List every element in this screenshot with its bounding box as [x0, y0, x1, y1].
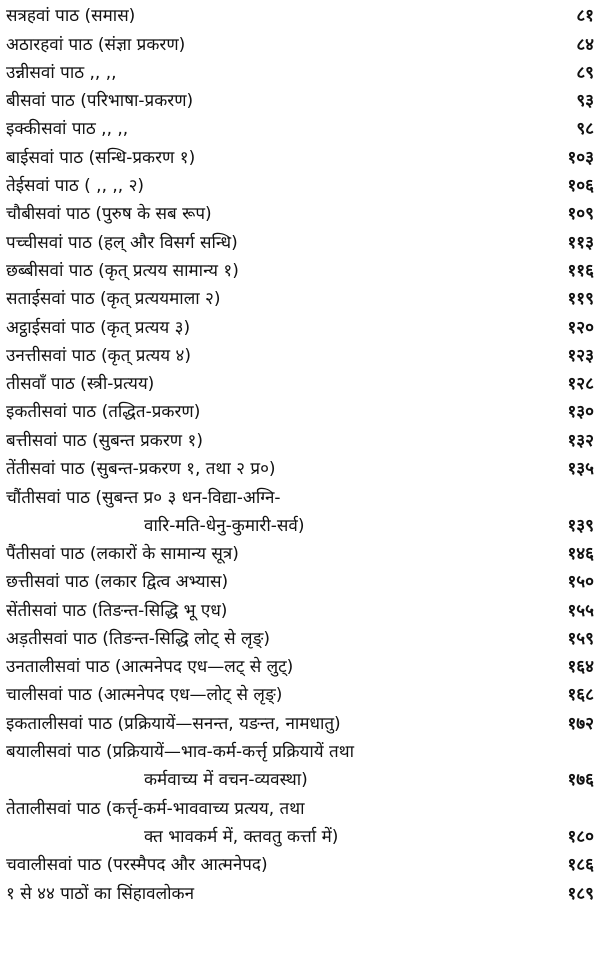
toc-entry-title-line: बाईसवां पाठ (सन्धि-प्रकरण १): [6, 147, 196, 168]
toc-entry-title: [6, 880, 538, 908]
toc-entry-title-line: अड़तीसवां पाठ (तिङन्त-सिद्धि लोट् से लृङ्): [6, 628, 270, 649]
toc-entry-page-number: १८०: [567, 826, 594, 847]
toc-entry: [6, 143, 594, 171]
toc-entry-title: [6, 653, 538, 681]
toc-entry-title-line: इकतीसवां पाठ (तद्धित-प्रकरण): [6, 402, 201, 423]
toc-entry-page-number: १२३: [567, 345, 594, 366]
toc-entry-title: [6, 568, 538, 596]
toc-entry-title-line: सत्रहवां पाठ (समास): [6, 6, 136, 27]
toc-entry: [6, 370, 594, 398]
toc-entry-title: [6, 738, 538, 794]
toc-entry: [6, 681, 594, 709]
toc-entry-title: [6, 285, 538, 313]
toc-entry-title-line: इक्कीसवां पाठ ,, ,,: [6, 119, 129, 140]
toc-entry: [6, 200, 594, 228]
toc-entry-page-number: १२०: [567, 317, 594, 338]
toc-entry-page-number: १३९: [567, 515, 594, 536]
toc-entry-title-line: इकतालीसवां पाठ (प्रक्रियायें—सनन्त, यङन्त, नामधातु): [6, 713, 341, 734]
toc-entry-title: [6, 795, 538, 851]
toc-entry-title-line: उनत्तीसवां पाठ (कृत् प्रत्यय ४): [6, 345, 191, 366]
toc-entry: [6, 87, 594, 115]
toc-entry-page-number: १६४: [567, 657, 594, 678]
toc-entry: [6, 30, 594, 58]
toc-entry-page-number: १६८: [567, 685, 594, 706]
toc-entry-title: [6, 681, 538, 709]
toc-list: [6, 2, 594, 908]
toc-entry-title: [6, 115, 538, 143]
toc-entry: [6, 313, 594, 341]
toc-entry-title: [6, 144, 538, 172]
toc-entry-title-line: उनतालीसवां पाठ (आत्मनेपद एध—लट् से लुट्): [6, 657, 294, 678]
toc-entry-title: [6, 597, 538, 625]
toc-entry-title: [6, 455, 538, 483]
toc-entry-page-number: १०९: [567, 204, 594, 225]
toc-entry-page-number: १२८: [567, 374, 594, 395]
toc-entry: [6, 398, 594, 426]
toc-entry: [6, 568, 594, 596]
toc-entry-page-number: १५५: [567, 600, 594, 621]
toc-entry-page-number: ९८: [576, 119, 594, 140]
toc-entry-title-line: सताईसवां पाठ (कृत् प्रत्ययमाला २): [6, 289, 221, 310]
toc-entry-title: [6, 314, 538, 342]
toc-entry-title-line: चवालीसवां पाठ (परस्मैपद और आत्मनेपद): [6, 855, 268, 876]
toc-entry-page-number: १८९: [567, 883, 594, 904]
toc-entry-page-number: १३०: [567, 402, 594, 423]
toc-entry: [6, 709, 594, 737]
toc-entry: [6, 2, 594, 30]
toc-entry: [6, 426, 594, 454]
toc-entry-title-line: चालीसवां पाठ (आत्मनेपद एध—लोट् से लृङ्): [6, 685, 283, 706]
toc-entry: [6, 59, 594, 87]
toc-entry-page-number: १३२: [567, 430, 594, 451]
toc-entry-title-line: पच्चीसवां पाठ (हल् और विसर्ग सन्धि): [6, 232, 238, 253]
toc-entry-page-number: ११९: [567, 289, 594, 310]
toc-entry-title-line: बीसवां पाठ (परिभाषा-प्रकरण): [6, 91, 194, 112]
toc-entry-title-line: तेईसवां पाठ ( ,, ,, २): [6, 176, 145, 197]
toc-entry: [6, 172, 594, 200]
toc-entry-title-line: तेंतीसवां पाठ (सुबन्त-प्रकरण १, तथा २ प्र०): [6, 459, 276, 480]
toc-entry: [6, 596, 594, 624]
toc-entry: [6, 653, 594, 681]
toc-entry-page-number: १५०: [567, 572, 594, 593]
toc-entry-title-line: सेंतीसवां पाठ (तिङन्त-सिद्धि भू एध): [6, 600, 228, 621]
toc-entry-title: [6, 710, 538, 738]
toc-entry-title: [6, 370, 538, 398]
toc-entry-page-number: १७६: [567, 770, 594, 791]
toc-entry-title-line: पैंतीसवां पाठ (लकारों के सामान्य सूत्र): [6, 543, 239, 564]
toc-entry-page-number: १५९: [567, 628, 594, 649]
toc-entry-title: [6, 2, 538, 30]
toc-entry-page-number: १०३: [567, 147, 594, 168]
toc-entry-page-number: १४६: [567, 543, 594, 564]
toc-entry-title: [6, 625, 538, 653]
toc-entry-title-line: अट्ठाईसवां पाठ (कृत् प्रत्यय ३): [6, 317, 191, 338]
toc-entry-title: [6, 172, 538, 200]
toc-entry-title-line: छब्बीसवां पाठ (कृत् प्रत्यय सामान्य १): [6, 260, 239, 281]
toc-entry: [6, 455, 594, 483]
toc-entry-title-line: १ से ४४ पाठों का सिंहावलोकन: [6, 883, 195, 904]
toc-entry-title: [6, 851, 538, 879]
toc-entry: [6, 228, 594, 256]
toc-entry-title: [6, 31, 538, 59]
toc-entry-title-line: बयालीसवां पाठ (प्रक्रियायें—भाव-कर्म-कर्त्तृ प्रक्रियायें तथा: [6, 742, 354, 763]
toc-entry-title-continuation: क्त भावकर्म में, क्तवतु कर्त्ता में): [144, 826, 339, 847]
toc-entry-title-line: तीसवाँ पाठ (स्त्री-प्रत्यय): [6, 374, 155, 395]
toc-entry-page-number: १३५: [567, 459, 594, 480]
toc-entry: [6, 625, 594, 653]
toc-entry: [6, 794, 594, 851]
toc-entry: [6, 738, 594, 795]
toc-entry-title: [6, 229, 538, 257]
toc-entry-title-line: छत्तीसवां पाठ (लकार द्वित्व अभ्यास): [6, 572, 229, 593]
toc-entry-title-line: चौबीसवां पाठ (पुरुष के सब रूप): [6, 204, 212, 225]
toc-entry-page-number: ८१: [576, 6, 594, 27]
toc-entry-page-number: ८९: [576, 62, 594, 83]
toc-entry-title: [6, 427, 538, 455]
toc-entry-title: [6, 200, 538, 228]
toc-entry-page-number: १७२: [567, 713, 594, 734]
toc-entry-title-continuation: कर्मवाच्य में वचन-व्यवस्था): [144, 770, 308, 791]
toc-entry-title: [6, 540, 538, 568]
toc-entry-page-number: ८४: [576, 34, 594, 55]
toc-entry-title-line: बत्तीसवां पाठ (सुबन्त प्रकरण १): [6, 430, 203, 451]
toc-entry: [6, 115, 594, 143]
toc-entry-page-number: १८६: [567, 855, 594, 876]
toc-entry-title: [6, 484, 538, 540]
toc-entry: [6, 285, 594, 313]
toc-entry: [6, 257, 594, 285]
toc-entry-page-number: ९३: [576, 91, 594, 112]
toc-entry-title: [6, 59, 538, 87]
toc-entry-title-line: उन्नीसवां पाठ ,, ,,: [6, 62, 117, 83]
toc-entry-title: [6, 398, 538, 426]
toc-entry-page-number: ११३: [567, 232, 594, 253]
toc-entry: [6, 483, 594, 540]
toc-entry-page-number: १०६: [567, 176, 594, 197]
toc-entry: [6, 851, 594, 879]
toc-entry-title: [6, 257, 538, 285]
toc-entry-title-line: अठारहवां पाठ (संज्ञा प्रकरण): [6, 34, 186, 55]
toc-entry-title-line: चौंतीसवां पाठ (सुबन्त प्र० ३ धन-विद्या-अग्नि-: [6, 487, 281, 508]
toc-entry-title: [6, 87, 538, 115]
toc-entry: [6, 540, 594, 568]
toc-entry-title: [6, 342, 538, 370]
toc-entry: [6, 342, 594, 370]
toc-entry-page-number: ११६: [567, 260, 594, 281]
toc-entry-title-continuation: वारि-मति-धेनु-कुमारी-सर्व): [144, 515, 305, 536]
toc-entry: [6, 879, 594, 907]
toc-entry-title-line: तेतालीसवां पाठ (कर्त्तृ-कर्म-भाववाच्य प्रत्यय, तथा: [6, 798, 305, 819]
